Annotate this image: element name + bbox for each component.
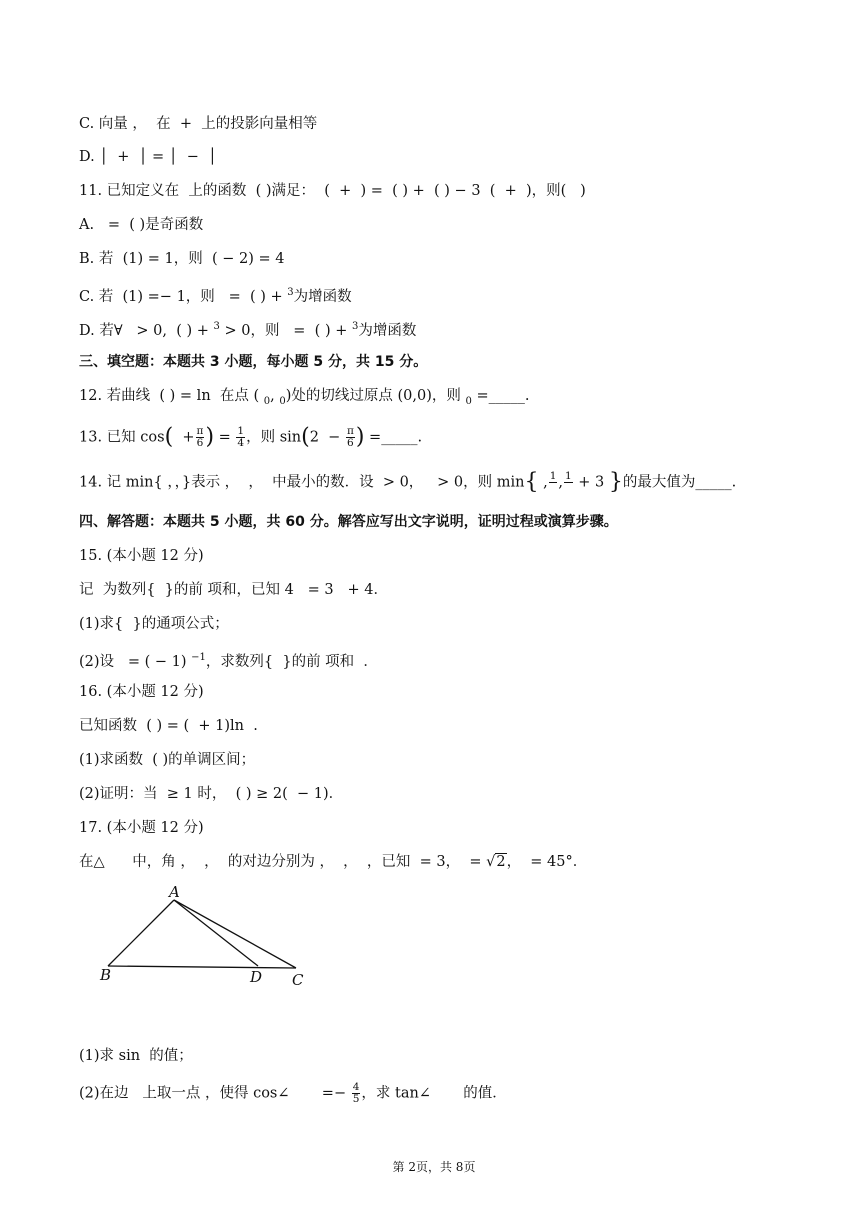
q11-option-b: B. 若 (1) = 1，则 ( − 2) = 4	[79, 251, 285, 267]
sqrt-sign: √	[486, 854, 496, 870]
question-11: 11. 已知定义在 上的函数 ( )满足： ( + ) = ( ) + ( ) − 3 ( + )，则( )	[79, 183, 586, 199]
text-fragment: =_____.	[471, 388, 530, 404]
text-fragment: 在△ 中，角 ， ， 的对边分别为 ， ， ，已知 = 3， =	[79, 854, 487, 870]
text-fragment: )处的切线过原点 (0,0)，则	[285, 388, 466, 404]
edge-ac	[174, 900, 296, 968]
text-fragment: =	[214, 429, 236, 446]
text-fragment: > 0，则 = ( ) +	[219, 322, 352, 339]
text-fragment: (2)设 = ( − 1)	[79, 653, 192, 670]
fraction-pi-over-6	[196, 426, 205, 449]
question-17-stem	[79, 852, 587, 872]
text-fragment: 14. 记 min{ ，，}表示 ， ， 中最小的数．设 > 0， > 0，则 min	[79, 474, 525, 491]
subscript: 0	[263, 395, 271, 407]
question-12	[79, 386, 529, 412]
q11-option-c	[79, 283, 352, 307]
numerator: π	[346, 425, 354, 437]
text-fragment: 2 −	[309, 429, 345, 446]
question-17-part2	[79, 1082, 507, 1105]
subscript: 0	[279, 395, 286, 407]
section-heading-fill-in: 三、填空题：本题共 3 小题，每小题 5 分，共 15 分。	[79, 354, 428, 370]
label-b: B	[100, 966, 112, 984]
text-fragment: 为增函数	[293, 288, 352, 305]
denominator: 6	[196, 437, 204, 449]
subscript: 0	[465, 395, 472, 407]
question-17-part1: (1)求 sin 的值；	[79, 1048, 193, 1064]
superscript: 3	[287, 287, 294, 298]
paren: (	[164, 424, 174, 450]
question-16-part1: (1)求函数 ( )的单调区间；	[79, 752, 256, 768]
text-fragment: ， = 45°．	[506, 854, 588, 870]
edge-bc	[108, 966, 296, 968]
text-fragment: ，求数列{ }的前 项和 ．	[205, 653, 378, 670]
question-15-stem: 记 为数列{ }的前 项和，已知 4 = 3 + 4．	[79, 582, 388, 598]
question-15-header: 15. (本小题 12 分)	[79, 548, 204, 564]
page-footer: 第 2页，共 8页	[392, 1160, 476, 1174]
text-fragment: 13. 已知 cos	[79, 429, 165, 446]
fraction	[564, 471, 573, 494]
fraction-1-over-4	[236, 426, 245, 449]
text-fragment: + 3	[573, 474, 609, 491]
numerator: 1	[564, 470, 572, 482]
q11-option-a: A. = ( )是奇函数	[79, 217, 204, 233]
text-fragment: D. 若∀ > 0, ( ) +	[79, 322, 214, 339]
question-14	[79, 471, 736, 494]
text-fragment: 的最大值为_____.	[622, 474, 737, 491]
label-d: D	[250, 968, 263, 986]
paren: )	[205, 424, 215, 450]
superscript: 3	[213, 321, 220, 332]
fraction	[549, 471, 558, 494]
radicand: 2	[496, 854, 506, 870]
paren: (	[301, 424, 310, 450]
text-fragment: ,	[558, 474, 563, 491]
question-15-part2	[79, 648, 378, 672]
triangle-figure	[96, 886, 316, 996]
edge-ab	[108, 900, 174, 966]
fraction-pi-over-6	[346, 426, 355, 449]
question-17-header: 17. (本小题 12 分)	[79, 820, 204, 836]
numerator: 1	[237, 425, 245, 437]
q11-option-d	[79, 317, 416, 341]
text-fragment: C. 若 (1) =− 1，则 = ( ) +	[79, 288, 288, 305]
text-fragment: =_____.	[364, 429, 423, 446]
superscript: −1	[191, 652, 206, 663]
label-a: A	[169, 886, 180, 901]
text-fragment: ，则 sin	[246, 429, 302, 446]
option-d-line: D. │ + │ = │ − │	[79, 149, 217, 165]
denominator: 5	[352, 1093, 360, 1105]
text-fragment: 为增函数	[358, 322, 417, 339]
text-fragment: 12. 若曲线 ( ) = ln 在点 (	[79, 388, 264, 404]
denominator: 4	[237, 437, 245, 449]
question-13	[79, 426, 422, 449]
paren: )	[355, 424, 365, 450]
denominator: 6	[347, 437, 354, 449]
label-c: C	[292, 971, 304, 989]
text-fragment: ,	[538, 474, 548, 491]
superscript: 3	[351, 321, 359, 332]
option-c-line: C. 向量 ， 在 + 上的投影向量相等	[79, 116, 318, 132]
numerator: 4	[352, 1081, 360, 1093]
text-fragment: (2)在边 上取一点 ，使得 cos∠ =−	[79, 1085, 351, 1102]
text-fragment: +	[173, 429, 195, 446]
section-heading-answers: 四、解答题：本题共 5 小题，共 60 分。解答应写出文字说明，证明过程或演算步骤。	[79, 514, 618, 530]
numerator: π	[196, 425, 204, 437]
question-16-part2: (2)证明：当 ≥ 1 时， ( ) ≥ 2( − 1)．	[79, 786, 344, 802]
question-16-header: 16. (本小题 12 分)	[79, 684, 204, 700]
fraction-4-over-5	[352, 1082, 361, 1105]
text-fragment: ，求 tan∠ 的值．	[361, 1085, 507, 1102]
edge-ad	[174, 900, 258, 966]
brace: }	[608, 469, 623, 495]
text-fragment: ,	[270, 388, 280, 404]
brace: {	[524, 469, 539, 495]
question-16-stem: 已知函数 ( ) = ( + 1)ln .	[79, 718, 258, 734]
question-15-part1: (1)求{ }的通项公式；	[79, 616, 229, 632]
numerator: 1	[549, 470, 557, 482]
